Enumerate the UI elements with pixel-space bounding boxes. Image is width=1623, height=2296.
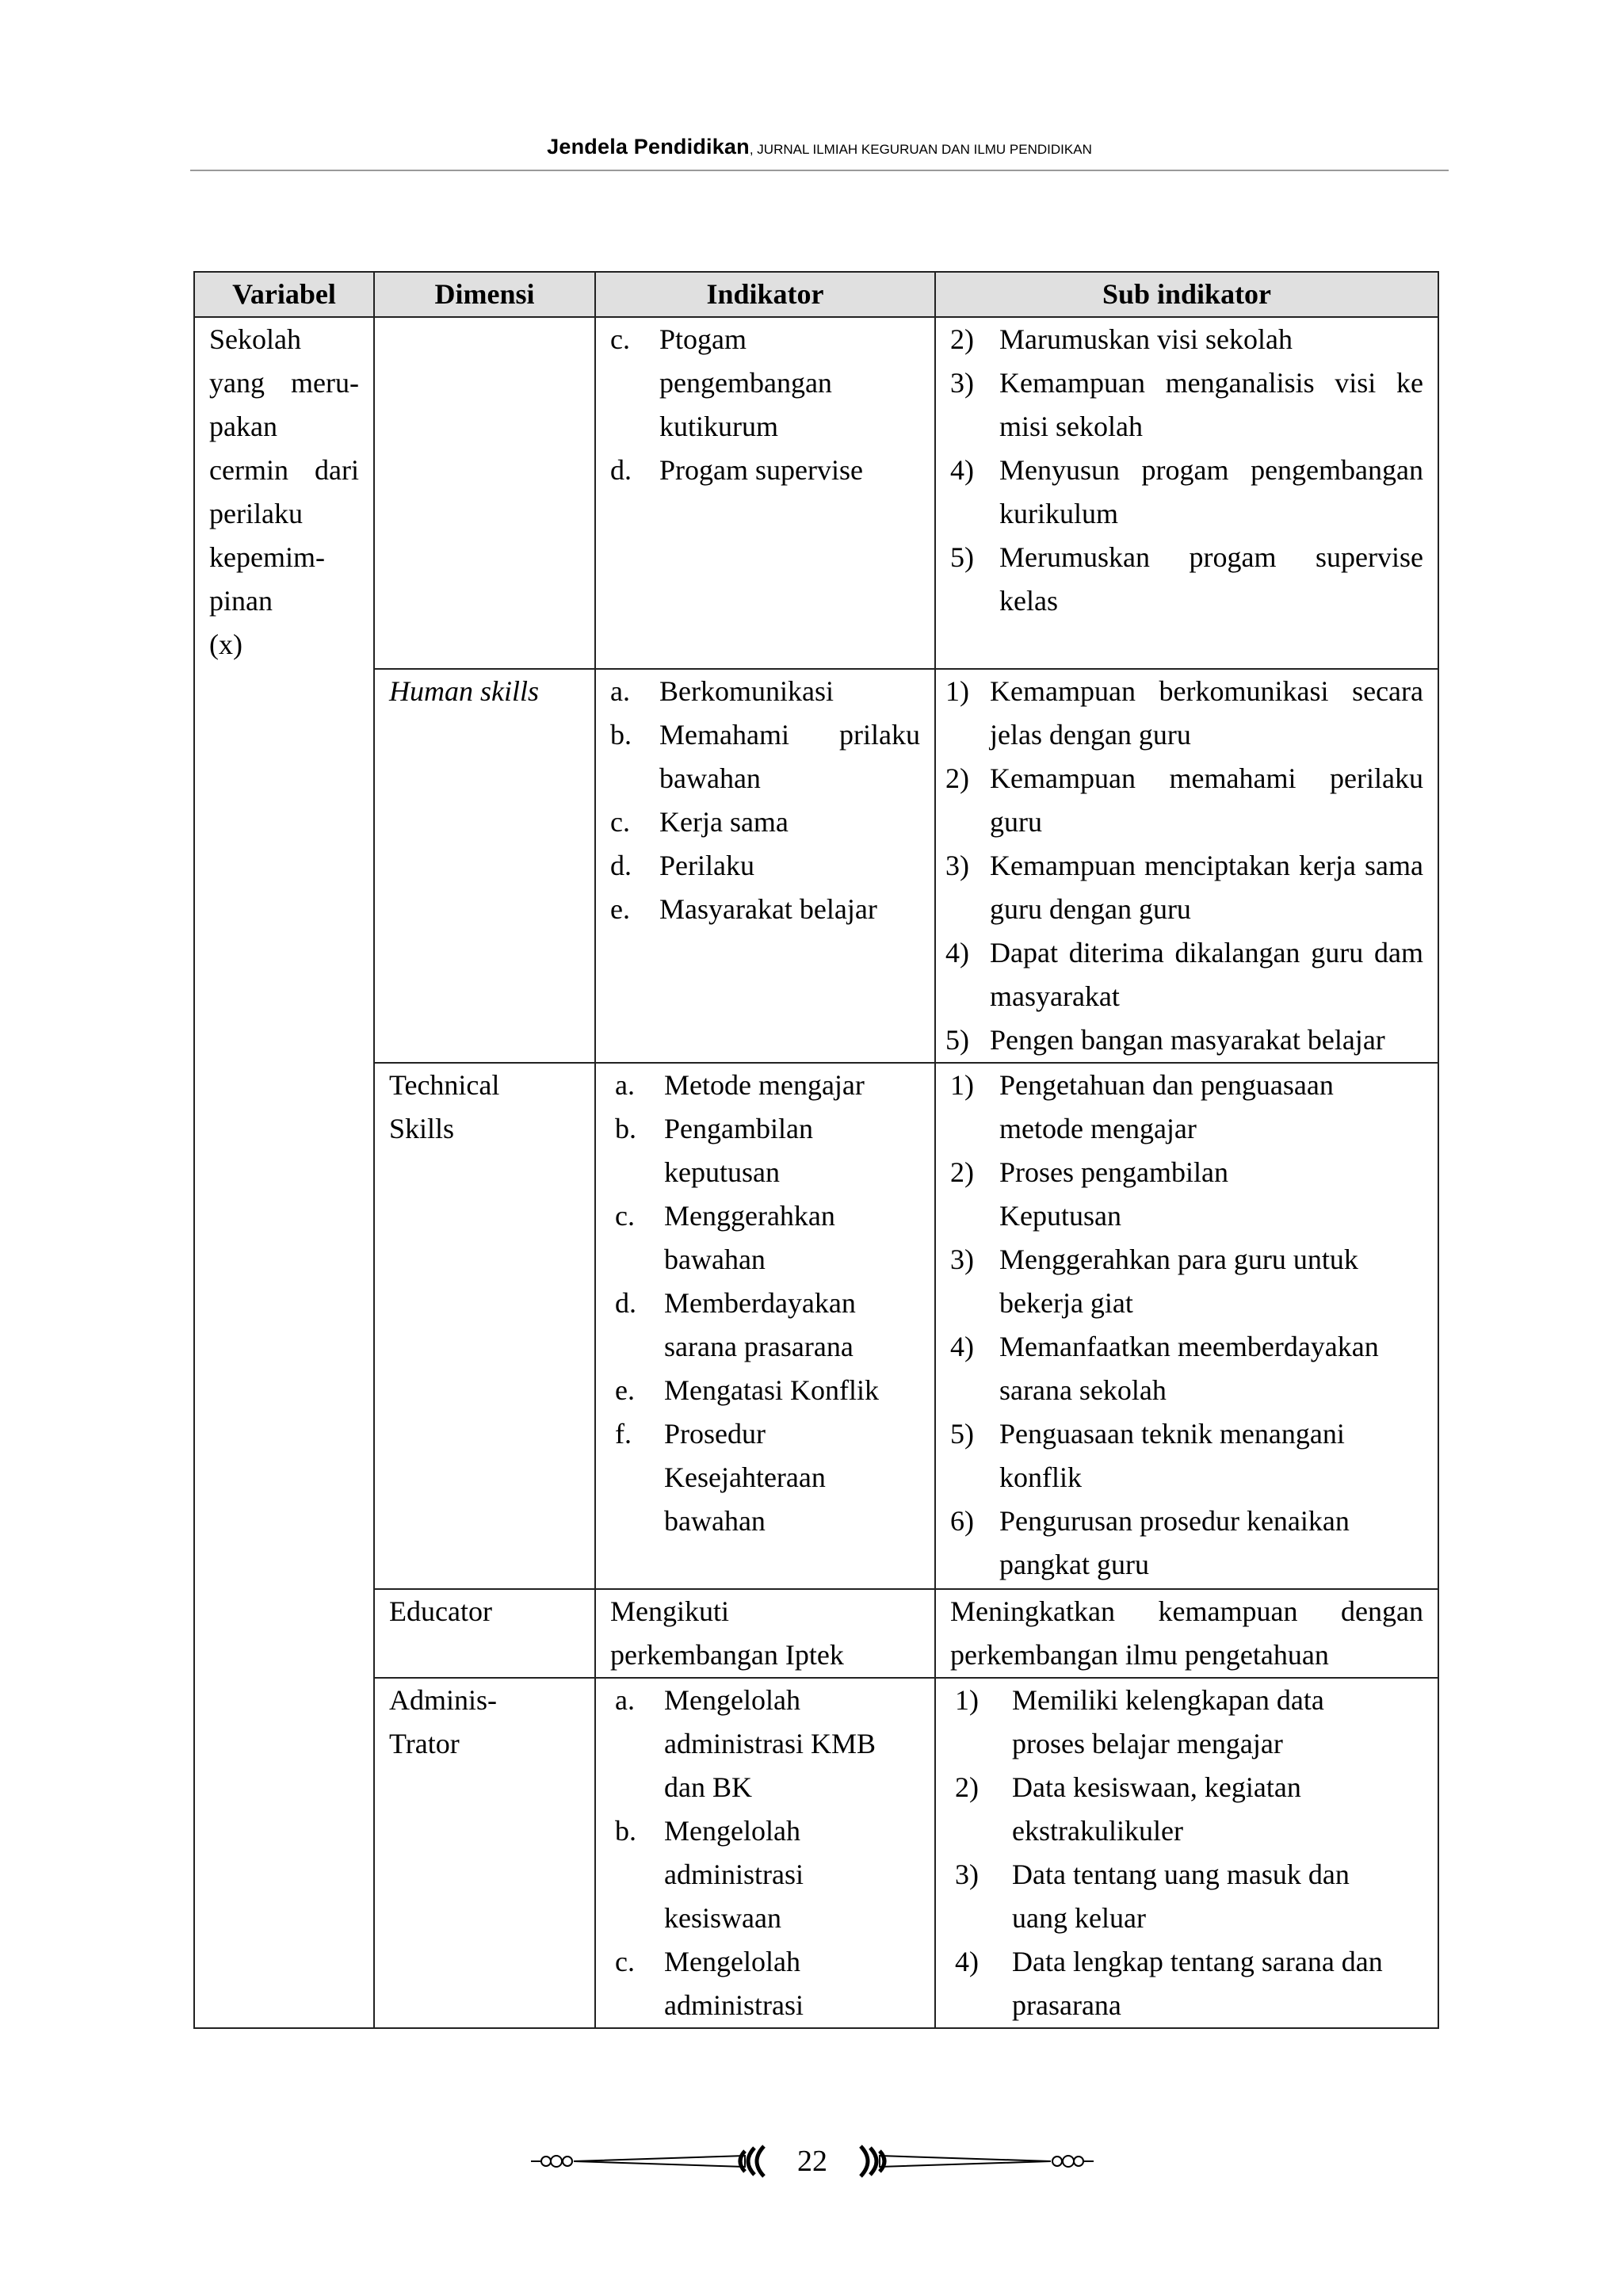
item-line: dan BK [664, 1771, 752, 1803]
list-item [610, 670, 920, 713]
variabel-line: kepemim- [209, 541, 325, 573]
item-line: Data lengkap tentang sarana dan [1012, 1946, 1383, 1977]
item-text [999, 1499, 1423, 1587]
item-marker: b. [615, 1113, 636, 1144]
item-marker: c. [610, 323, 630, 355]
item-line: ekstrakulikuler [1012, 1815, 1183, 1847]
item-marker: 2) [950, 323, 974, 355]
item-marker: a. [610, 675, 630, 707]
list-item [950, 1325, 1423, 1412]
column-header-sub-indikator: Sub indikator [935, 272, 1438, 317]
item-line: administrasi [664, 1859, 804, 1890]
indikator-cell [595, 1063, 935, 1589]
item-marker: 4) [945, 937, 969, 968]
variabel-cell [194, 1063, 374, 1589]
item-text: Pengambilan keputusan [664, 1113, 813, 1188]
item-text: Pengen bangan masyarakat belajar [990, 1024, 1385, 1056]
variabel-line: (x) [209, 628, 242, 660]
list-item [615, 1679, 920, 1809]
list-item [950, 1412, 1423, 1499]
list-item [950, 1064, 1423, 1151]
sub-indikator-cell [935, 1678, 1438, 2028]
list-item [610, 844, 920, 888]
item-text: Kemampuan menganalisis visi ke misi sekolah [999, 367, 1423, 442]
list-item [950, 449, 1423, 536]
journal-subtitle: , JURNAL ILMIAH KEGURUAN DAN ILMU PENDIDIKAN [749, 142, 1092, 157]
item-text [664, 1809, 920, 1940]
variabel-line: perilaku [209, 498, 303, 529]
variabel-cell [194, 1678, 374, 2028]
list-item [950, 1238, 1423, 1325]
sub-indikator-line: perkembangan ilmu pengetahuan [950, 1639, 1329, 1671]
item-marker: 2) [955, 1771, 979, 1803]
table-header-row [194, 272, 1438, 317]
list-item [615, 1369, 920, 1412]
dimensi-line: Skills [389, 1113, 455, 1144]
item-text [1012, 1853, 1423, 1940]
item-text: Metode mengajar [664, 1069, 865, 1101]
item-text [1012, 1766, 1423, 1853]
item-line: Pengurusan prosedur kenaikan [999, 1505, 1350, 1537]
list-item [615, 1940, 920, 2027]
item-text: Progam supervise [659, 454, 863, 486]
item-marker: 1) [950, 1069, 974, 1101]
item-marker: b. [615, 1815, 636, 1847]
dimensi-text: Human skills [389, 675, 539, 707]
item-marker: a. [615, 1069, 635, 1101]
item-line: administrasi [664, 1989, 804, 2021]
item-marker: 4) [950, 454, 974, 486]
variabel-line: pakan [209, 411, 277, 442]
variabel-line: Sekolah [209, 323, 301, 355]
item-line: Pengetahuan dan penguasaan [999, 1069, 1334, 1101]
item-line: sarana sekolah [999, 1374, 1167, 1406]
list-item [950, 536, 1423, 623]
dimensi-cell [374, 669, 595, 1063]
list-item [955, 1679, 1423, 1766]
variabel-cell [194, 317, 374, 669]
dimensi-cell [374, 1678, 595, 2028]
sub-indikator-cell [935, 317, 1438, 669]
variabel-line: yang meru- [209, 367, 359, 399]
list-item [945, 670, 1423, 757]
item-text [1012, 1679, 1423, 1766]
list-item [610, 713, 920, 800]
list-item [950, 1499, 1423, 1587]
indikator-cell [595, 317, 935, 669]
item-marker: 3) [950, 1244, 974, 1275]
list-item [950, 361, 1423, 449]
list-item [950, 1151, 1423, 1238]
item-line: administrasi KMB [664, 1728, 876, 1759]
item-marker: d. [610, 850, 632, 881]
item-text: Kemampuan menciptakan kerja sama guru dengan guru [990, 850, 1423, 925]
table-row [194, 669, 1438, 1063]
variabel-line: pinan [209, 585, 273, 617]
item-text: Memahami prilaku bawahan [659, 719, 920, 794]
item-text: Merumuskan progam supervise kelas [999, 541, 1423, 617]
variabel-cell [194, 1589, 374, 1678]
item-text [999, 1064, 1423, 1151]
list-item [610, 888, 920, 931]
list-item [945, 844, 1423, 931]
item-text: Kemampuan memahami perilaku guru [990, 762, 1423, 838]
list-item [615, 1282, 920, 1369]
item-marker: 3) [955, 1859, 979, 1890]
item-text: Mengatasi Konflik [664, 1374, 879, 1406]
list-item [615, 1194, 920, 1282]
item-text: Kerja sama [659, 806, 789, 838]
item-line: Mengelolah [664, 1815, 800, 1847]
item-marker: 5) [950, 541, 974, 573]
item-marker: 1) [945, 675, 969, 707]
item-text: Menggerahkan bawahan [664, 1200, 835, 1275]
item-text: Marumuskan visi sekolah [999, 323, 1293, 355]
journal-name: Jendela Pendidikan [547, 135, 750, 159]
dimensi-line: Technical [389, 1069, 500, 1101]
list-item [615, 1412, 920, 1543]
list-item [945, 931, 1423, 1018]
item-marker: 2) [945, 762, 969, 794]
item-text [664, 1679, 920, 1809]
dimensi-line: Adminis- [389, 1684, 498, 1716]
item-line: Proses pengambilan [999, 1156, 1228, 1188]
item-marker: d. [610, 454, 632, 486]
list-item [955, 1853, 1423, 1940]
list-item [955, 1940, 1423, 2027]
variabel-line: cermin dari [209, 454, 359, 486]
list-item [615, 1064, 920, 1107]
list-item [610, 800, 920, 844]
item-line: Penguasaan teknik menangani [999, 1418, 1345, 1450]
indikator-line: Mengikuti [610, 1595, 729, 1627]
item-marker: c. [615, 1946, 635, 1977]
item-text: Dapat diterima dikalangan guru dam masyarakat [990, 937, 1423, 1012]
item-marker: 5) [950, 1418, 974, 1450]
item-marker: e. [615, 1374, 635, 1406]
variable-table [193, 271, 1439, 2029]
item-text [999, 1325, 1423, 1412]
item-line: Keputusan [999, 1200, 1121, 1232]
item-marker: 3) [945, 850, 969, 881]
item-line: proses belajar mengajar [1012, 1728, 1283, 1759]
sub-indikator-cell [935, 1589, 1438, 1678]
list-item [615, 1809, 920, 1940]
item-line: Mengelolah [664, 1946, 800, 1977]
column-header-dimensi: Dimensi [374, 272, 595, 317]
indikator-cell [595, 1678, 935, 2028]
list-item [610, 318, 920, 449]
item-marker: a. [615, 1684, 635, 1716]
page-footer [531, 2140, 1094, 2183]
item-marker: 6) [950, 1505, 974, 1537]
list-item [610, 449, 920, 492]
item-marker: f. [615, 1418, 632, 1450]
item-text [999, 1151, 1423, 1238]
item-marker: e. [610, 893, 630, 925]
indikator-line: perkembangan Iptek [610, 1639, 844, 1671]
item-line: metode mengajar [999, 1113, 1197, 1144]
item-text [1012, 1940, 1423, 2027]
list-item [955, 1766, 1423, 1853]
item-marker: 4) [950, 1331, 974, 1362]
item-marker: 1) [955, 1684, 979, 1716]
item-text: Berkomunikasi [659, 675, 834, 707]
item-text: Ptogam pengembangan kutikurum [659, 323, 832, 442]
sub-indikator-line: Meningkatkan kemampuan dengan [950, 1595, 1423, 1627]
item-text: Menyusun progam pengembangan kurikulum [999, 454, 1423, 529]
running-header [190, 135, 1449, 159]
item-marker: 3) [950, 367, 974, 399]
indikator-cell [595, 669, 935, 1063]
table-row [194, 1063, 1438, 1589]
item-marker: 2) [950, 1156, 974, 1188]
item-text [664, 1940, 920, 2027]
dimensi-cell [374, 1063, 595, 1589]
dimensi-line: Trator [389, 1728, 460, 1759]
item-line: Data tentang uang masuk dan [1012, 1859, 1350, 1890]
dimensi-cell [374, 317, 595, 669]
table-row [194, 1678, 1438, 2028]
item-marker: 5) [945, 1024, 969, 1056]
page-number: 22 [797, 2145, 827, 2178]
item-line: Memanfaatkan meemberdayakan [999, 1331, 1379, 1362]
item-marker: b. [610, 719, 632, 751]
indikator-cell [595, 1589, 935, 1678]
dimensi-cell [374, 1589, 595, 1678]
table-row [194, 317, 1438, 669]
sub-indikator-cell [935, 669, 1438, 1063]
item-marker: c. [615, 1200, 635, 1232]
column-header-indikator: Indikator [595, 272, 935, 317]
item-text [999, 1238, 1423, 1325]
item-text: Masyarakat belajar [659, 893, 877, 925]
item-marker: c. [610, 806, 630, 838]
list-item [945, 1018, 1423, 1062]
item-line: bekerja giat [999, 1287, 1133, 1319]
header-divider [190, 170, 1449, 171]
sub-indikator-cell [935, 1063, 1438, 1589]
item-text: Perilaku [659, 850, 754, 881]
item-text: Kemampuan berkomunikasi secara jelas dengan guru [990, 675, 1423, 751]
item-line: Menggerahkan para guru untuk [999, 1244, 1358, 1275]
column-header-variabel: Variabel [194, 272, 374, 317]
item-line: konflik [999, 1461, 1082, 1493]
item-line: prasarana [1012, 1989, 1121, 2021]
item-text: Prosedur Kesejahteraan bawahan [664, 1418, 826, 1537]
item-line: kesiswaan [664, 1902, 781, 1934]
table-row [194, 1589, 1438, 1678]
item-line: Mengelolah [664, 1684, 800, 1716]
item-marker: 4) [955, 1946, 979, 1977]
list-item [950, 318, 1423, 361]
item-marker: d. [615, 1287, 636, 1319]
list-item [615, 1107, 920, 1194]
item-text: Memberdayakan sarana prasarana [664, 1287, 856, 1362]
item-line: Memiliki kelengkapan data [1012, 1684, 1324, 1716]
item-line: uang keluar [1012, 1902, 1146, 1934]
item-text [999, 1412, 1423, 1499]
item-line: pangkat guru [999, 1549, 1149, 1580]
variabel-cell [194, 669, 374, 1063]
dimensi-text: Educator [389, 1595, 492, 1627]
list-item [945, 757, 1423, 844]
item-line: Data kesiswaan, kegiatan [1012, 1771, 1301, 1803]
